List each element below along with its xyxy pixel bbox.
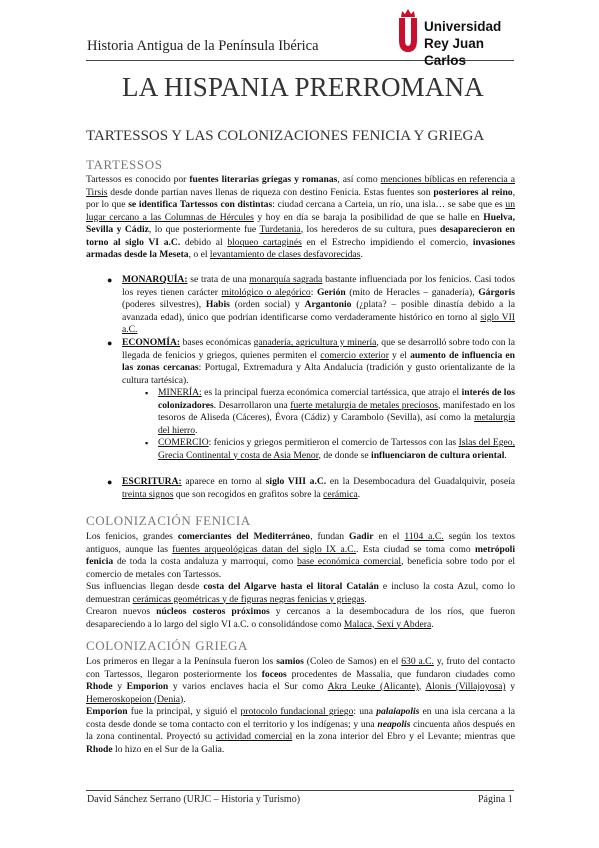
text-run: . <box>504 449 507 461</box>
text-run: 1104 a.C. <box>404 531 444 542</box>
uni-line-2: Rey Juan Carlos <box>424 36 485 68</box>
text-run: Rhode <box>86 743 113 755</box>
text-run: Habis <box>205 299 230 310</box>
griega-paragraph-2 <box>86 706 515 756</box>
text-run: se identifica Tartessos con distintas <box>128 199 273 210</box>
text-run: . <box>195 424 198 436</box>
university-logo <box>397 8 522 68</box>
text-run: e incluso la costa Azul, como lo demuestran <box>86 581 515 605</box>
u-logo-icon <box>397 18 419 52</box>
text-run: : fenicios y griegos permitieron el comercio de Tartessos con las <box>208 437 459 448</box>
text-run: neapolis <box>377 718 411 730</box>
text-run: que son recogidos en grafitos sobre la <box>173 488 324 500</box>
text-run: bases económicas <box>180 337 254 348</box>
square-bullet-icon: ▪ <box>145 388 149 398</box>
text-run: . <box>364 593 367 605</box>
text-run: (Coleo de Samos) en el <box>303 656 402 667</box>
text-run: costa del Algarve hasta el litoral Catalán <box>203 581 379 592</box>
text-run: . <box>357 488 361 500</box>
text-run: , que se desarrolló sobre todo con la llegada de fenicios y griegos, quienes permiten el <box>122 337 515 361</box>
page-number: Página 1 <box>478 794 513 805</box>
text-run: cerámica <box>323 488 358 500</box>
text-run: fuentes arqueológicas datan del siglo IX a.C. <box>172 543 357 555</box>
text-run: samios <box>276 656 304 667</box>
text-run: y cercanos a la desembocadura de los ríos, que fueron desapareciendo a lo largo del siglo VI a.C. o consolidándose como <box>86 606 515 630</box>
text-run: MONARQUÍA: <box>122 274 188 285</box>
uni-line-1: Universidad <box>424 19 502 34</box>
text-run: Gárgoris <box>478 286 515 298</box>
text-run: , manifestado en los tesoros de Aliseda (Cáceres), Évora (Cádiz) y Carambolo (Sevilla), así como la <box>158 399 515 423</box>
text-run: Rhode <box>86 681 113 692</box>
text-run: núcleos costeros próximos <box>156 606 270 617</box>
mineria-text <box>158 387 515 436</box>
text-run: comerciantes del Mediterráneo <box>177 531 311 542</box>
text-run: (mito de Heracles – ganadería), <box>345 286 479 298</box>
text-run: foceos <box>261 668 287 680</box>
text-run: aparece en torno al <box>181 476 266 487</box>
text-run: Tartessos es conocido por <box>86 174 190 185</box>
text-run: . Desarrollaron una <box>213 399 291 411</box>
list-item-economia <box>107 337 516 387</box>
text-run: (¿plata? – posible dinastía debido a la avanzada edad), único que podrían identificarse como verdaderamente histórico en torno al <box>122 299 515 323</box>
text-run: y varios enclaves hacia el Sur como <box>168 681 328 692</box>
text-run: Huelva, Sevilla y Cádiz <box>86 211 515 235</box>
text-run: Turdetania <box>259 224 301 235</box>
text-run: Sus influencias llegan desde <box>86 581 204 592</box>
text-run: , así como <box>337 174 381 185</box>
text-run: y el <box>388 349 411 361</box>
text-run: base económica comercial <box>297 556 402 567</box>
bullet-icon: ● <box>107 338 113 348</box>
text-run: actividad comercial <box>215 731 293 742</box>
text-run: , por lo que <box>86 186 515 210</box>
text-run: Los primeros en llegar a la Península fueron los <box>86 656 277 667</box>
text-run: , beneficia sobre todo por el comercio de metales con Tartessos. <box>86 556 516 580</box>
text-run: . <box>360 249 363 260</box>
text-run: Emporion <box>86 706 128 717</box>
text-run: y <box>505 681 516 692</box>
text-run: treinta signos <box>122 488 174 500</box>
text-run: metalurgia del hierro <box>158 412 515 436</box>
text-run: en la Desembocadura del Guadalquivir, poseía <box>326 476 516 487</box>
text-run: mitológico o alegórico <box>221 286 311 298</box>
fenicia-paragraph-2 <box>86 581 515 606</box>
text-run: es la principal fuerza económica comercial tartéssica, que atrajo el <box>201 387 462 398</box>
tartessos-paragraph <box>86 174 515 262</box>
text-run: y, fruto del contacto con Tartessos, llegaron posteriormente los <box>86 656 515 680</box>
text-run: invasiones armadas desde la Meseta <box>86 236 515 260</box>
text-run: cincuenta años después en la zona continental. Proyectó su <box>86 718 515 742</box>
text-run: debido al <box>180 236 228 248</box>
text-run: en el Estrecho impidiendo el comercio, <box>301 236 473 248</box>
text-run: protocolo fundacional griego <box>240 706 354 717</box>
text-run: aumento de influencia en las zonas cercanas <box>122 349 516 373</box>
fenicia-paragraph-3 <box>86 606 515 631</box>
bullet-icon: ● <box>107 275 113 285</box>
text-run: desde donde partían naves llenas de riqueza con destino Fenicia. Estas fuentes son <box>107 186 434 198</box>
list-item-mineria <box>145 387 515 437</box>
text-run: : ciudad cercana a Carteia, un río, una isla… se sabe que es <box>272 199 506 210</box>
bullet-icon: ● <box>107 477 113 487</box>
text-run: posteriores al reino <box>433 186 513 198</box>
text-run: metrópoli fenicia <box>86 543 515 567</box>
tartessos-heading: TARTESSOS <box>86 157 163 172</box>
griega-paragraph-1 <box>86 656 515 706</box>
text-run: palaiapolis <box>376 706 420 717</box>
escritura-text <box>122 476 515 500</box>
text-run: Islas del Egeo, Grecia Continental y costa de Asia Menor <box>158 437 516 461</box>
text-run: procedentes de Massalia, que fundaron ciudades como <box>286 668 515 680</box>
text-run: en una isla cercana a la costa desde donde se toma contacto con el territorio y los indígenas; y una <box>86 706 515 730</box>
text-run: siglo VIII a.C. <box>265 476 327 487</box>
fenicia-paragraph-1 <box>86 531 515 581</box>
text-run: de toda la costa andaluza y marroquí, como <box>113 556 298 567</box>
griega-heading: COLONIZACIÓN GRIEGA <box>86 638 248 653</box>
text-run: fuentes literarias griegas y romanas <box>189 174 338 185</box>
list-item-comercio <box>145 437 516 462</box>
text-run: fue la principal, y siguió el <box>127 706 241 717</box>
university-name <box>424 18 522 69</box>
text-run: comercio exterior <box>320 349 389 361</box>
text-run: ECONOMÍA: <box>122 337 181 348</box>
text-run: Crearon nuevos <box>86 606 157 617</box>
text-run: Gerión <box>316 286 346 298</box>
text-run: un lugar cercano a las Columnas de Hércules <box>86 199 515 223</box>
text-run: 630 a.C. <box>401 656 434 667</box>
text-run: , <box>418 681 426 692</box>
square-bullet-icon: ▪ <box>145 438 149 448</box>
text-run: Argantonio <box>304 299 352 310</box>
text-run: COMERCIO <box>158 437 209 448</box>
text-run: desaparecieron en torno al siglo VI a.C. <box>86 224 515 248</box>
text-run: bloqueo cartaginés <box>227 236 302 248</box>
text-run: siglo VII a.C. <box>122 311 516 335</box>
text-run: : una <box>353 706 377 717</box>
footer-divider <box>86 790 514 791</box>
footer-author: David Sánchez Serrano (URJC – Historia y Turismo) <box>87 794 301 805</box>
economia-text <box>122 337 515 386</box>
list-item-escritura <box>107 476 516 501</box>
comercio-text <box>158 437 515 461</box>
text-run: Emporion <box>126 681 169 692</box>
text-run: según los textos antiguos, aunque las <box>86 531 515 555</box>
text-run: se trata de una <box>187 274 250 285</box>
text-run: y hoy en día se baraja la posibilidad de que se halle en <box>253 211 484 223</box>
text-run: monarquía sagrada <box>249 274 323 285</box>
page-title: LA HISPANIA PRERROMANA <box>122 72 484 102</box>
text-run: lo hizo en el Sur de la Galia. <box>112 743 225 755</box>
section-heading: TARTESSOS Y LAS COLONIZACIONES FENICIA Y GRIEGA <box>86 128 485 144</box>
text-run: Hemeroskopeion (Denia) <box>86 693 184 705</box>
text-run: ganadería, agricultura y minería <box>253 337 377 348</box>
text-run: MINERÍA: <box>158 387 202 398</box>
text-run: Malaca, Sexi y Abdera <box>343 618 432 630</box>
text-run: en el <box>373 531 405 542</box>
text-run: levantamiento de clases desfavorecidas <box>209 249 361 260</box>
text-run: , o el <box>188 249 210 260</box>
text-run: , fundan <box>310 531 350 542</box>
text-run: Alonis (Villajoyosa) <box>425 681 506 692</box>
text-run: : Portugal, Extremadura y Alta Andalucía (tradición y gusto orientalizante de la cultura tartésica). <box>122 362 515 386</box>
text-run: Akra Leuke (Alicante) <box>327 681 419 692</box>
text-run: : <box>310 286 317 298</box>
text-run: , lo que posteriormente fue <box>148 224 260 235</box>
running-header: Historia Antigua de la Península Ibérica <box>87 38 319 54</box>
crown-icon <box>400 8 416 18</box>
text-run: . <box>183 693 186 705</box>
list-item-monarquia <box>107 274 516 337</box>
text-run: . <box>431 618 434 630</box>
text-run: (poderes silvestres), <box>122 299 206 310</box>
monarquia-text <box>122 274 515 335</box>
text-run: fuerte metalurgia de metales preciosos <box>290 399 438 411</box>
fenicia-heading: COLONIZACIÓN FENICIA <box>86 513 251 528</box>
text-run: ESCRITURA: <box>122 476 182 487</box>
text-run: Los fenicios, grandes <box>86 531 178 542</box>
text-run: menciones bíblicas en referencia a Tirsis <box>86 174 515 198</box>
text-run: Gadir <box>349 531 374 542</box>
text-run: y <box>112 681 127 692</box>
text-run: , de donde se <box>318 449 372 461</box>
text-run: en la zona interior del Ebro y el Levante; mientras que <box>292 731 515 742</box>
text-run: interés de los colonizadores <box>158 387 515 411</box>
text-run: cerámicas geométricas y de figuras negras fenicias y griegas <box>132 593 365 605</box>
text-run: influenciaron de cultura oriental <box>371 449 505 461</box>
text-run: . Esta ciudad se toma como <box>356 543 476 555</box>
text-run: bastante influenciada por los fenicios. Casi todos los reyes tienen carácter <box>122 274 515 298</box>
text-run: , los herederos de su cultura, pues <box>300 224 440 235</box>
text-run: (orden social) y <box>229 299 305 310</box>
